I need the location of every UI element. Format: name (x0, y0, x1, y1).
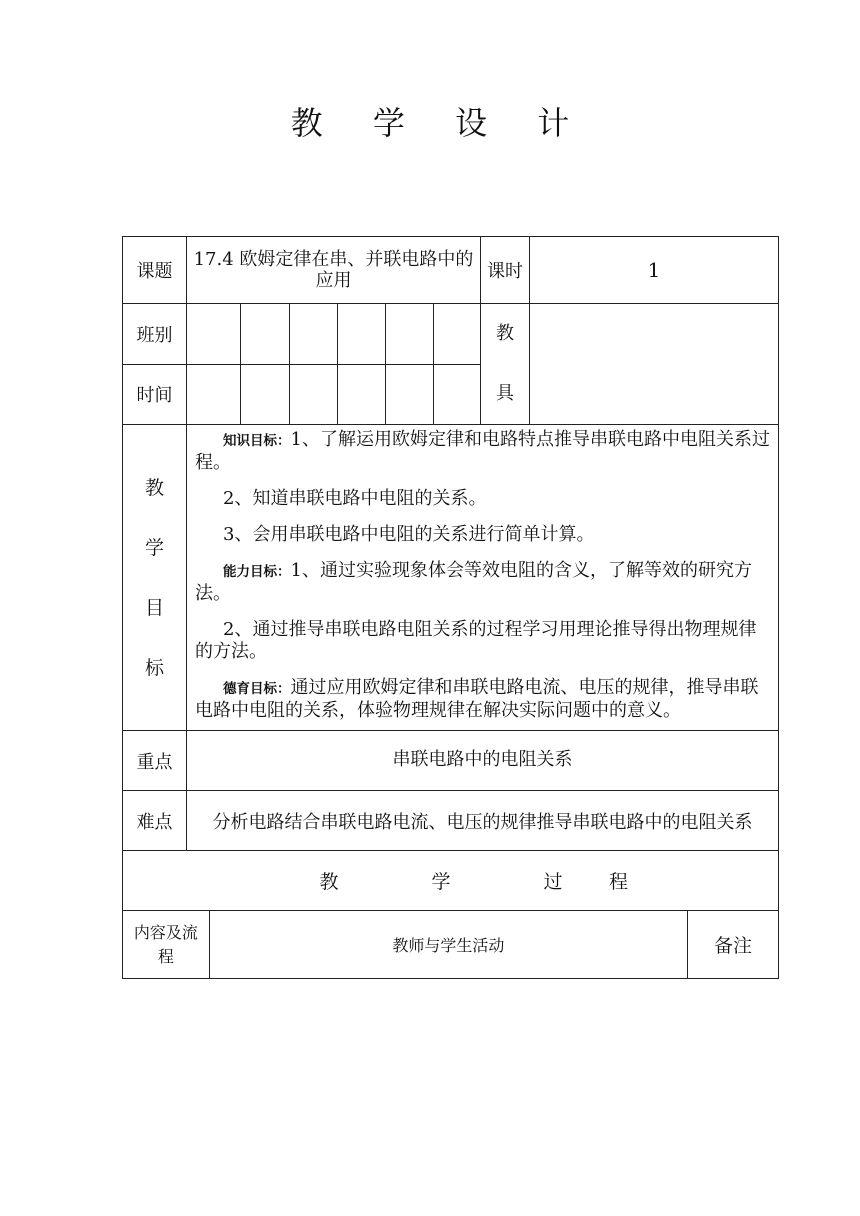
goals-content-cell (187, 425, 779, 731)
goals-label-char-1: 教 (144, 476, 164, 499)
process-char-1: 教 (319, 871, 339, 893)
tools-label-char-2: 具 (496, 383, 514, 404)
class-cell-4 (338, 304, 386, 365)
knowledge-goal-1: 1、了解运用欧姆定律和电路特点推导串联电路中电阻关系过程。 (195, 429, 770, 473)
class-cell-3 (290, 304, 338, 365)
goals-label-char-2: 学 (144, 536, 164, 559)
class-cell-5 (386, 304, 434, 365)
moral-goal-text: 通过应用欧姆定律和串联电路电流、电压的规律，推导串联电路中电阻的关系，体验物理规律在解决实际问题中的意义。 (195, 677, 759, 721)
process-char-3: 过 (543, 871, 563, 893)
ability-goal-label: 能力目标： (223, 564, 291, 580)
hours-label-cell: 课时 (481, 237, 530, 304)
class-cell-2 (241, 304, 290, 365)
topic-label-cell: 课题 (123, 237, 187, 304)
knowledge-goal-3: 3、会用串联电路中电阻的关系进行简单计算。 (223, 524, 595, 545)
goals-label-char-4: 标 (144, 656, 164, 679)
key-point-label-cell: 重点 (123, 731, 187, 791)
process-columns-row (123, 911, 779, 979)
process-columns-table (123, 911, 778, 978)
class-cell-1 (187, 304, 241, 365)
goals-label-char-3: 目 (144, 596, 164, 619)
difficulty-label-cell: 难点 (123, 791, 187, 851)
knowledge-goal-2: 2、知道串联电路中电阻的关系。 (223, 488, 487, 509)
time-cell-4 (338, 364, 386, 425)
content-flow-label: 内容及流程 (123, 911, 209, 978)
notes-label: 备注 (687, 911, 778, 978)
key-point-value-cell: 串联电路中的电阻关系 (187, 731, 779, 791)
time-cell-5 (386, 364, 434, 425)
teaching-process-header (123, 851, 779, 911)
tools-label-cell (481, 304, 530, 425)
tools-label-char-1: 教 (496, 323, 514, 344)
time-cell-1 (187, 364, 241, 425)
time-cell-2 (241, 364, 290, 425)
time-label-cell: 时间 (123, 364, 187, 425)
activity-label: 教师与学生活动 (209, 911, 687, 978)
topic-value-cell: 17.4 欧姆定律在串、并联电路中的应用 (187, 237, 481, 304)
time-cell-3 (290, 364, 338, 425)
moral-goal-label: 德育目标： (223, 681, 291, 697)
lesson-plan-table (122, 236, 779, 979)
process-char-2: 学 (431, 871, 451, 893)
hours-value-cell: 1 (530, 237, 779, 304)
tools-value-cell (530, 304, 779, 425)
document-title: 教 学 设 计 (290, 104, 590, 142)
process-char-4: 程 (608, 871, 628, 893)
goals-label-cell (123, 425, 187, 731)
difficulty-value-cell: 分析电路结合串联电路电流、电压的规律推导串联电路中的电阻关系 (187, 791, 779, 851)
knowledge-goal-label: 知识目标： (223, 433, 291, 449)
ability-goal-1: 1、通过实验现象体会等效电阻的含义，了解等效的研究方法。 (195, 560, 752, 604)
class-cell-6 (434, 304, 481, 365)
time-cell-6 (434, 364, 481, 425)
class-label-cell: 班别 (123, 304, 187, 365)
ability-goal-2: 2、通过推导串联电路电阻关系的过程学习用理论推导得出物理规律的方法。 (195, 619, 757, 662)
